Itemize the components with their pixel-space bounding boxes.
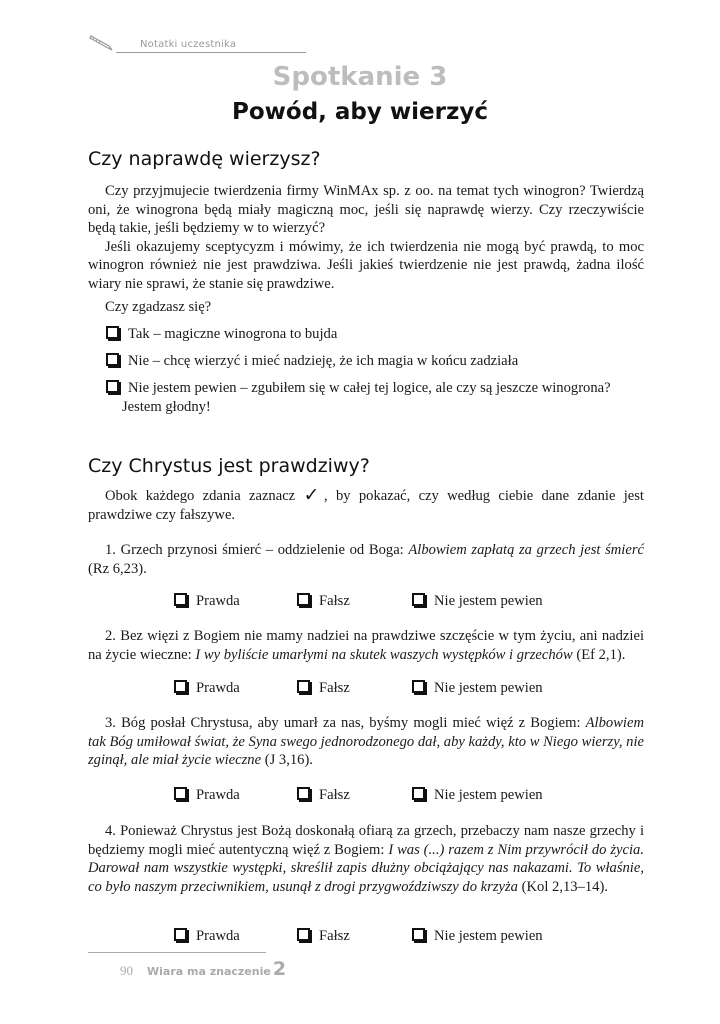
option-label: Tak – magiczne winogrona to bujda [128, 326, 338, 342]
checkbox-icon[interactable] [174, 680, 187, 693]
checkbox-icon[interactable] [412, 928, 425, 941]
statement-ref: (Rz 6,23). [88, 560, 147, 577]
page-title: Powód, aby wierzyć [232, 99, 488, 125]
answer-label: Prawda [196, 928, 240, 944]
checkbox-icon[interactable] [106, 380, 119, 393]
option-label: Nie jestem pewien – zgubiłem się w całej tej logice, ale czy są jeszcze winogrona? [128, 380, 611, 396]
checkbox-icon[interactable] [106, 353, 119, 366]
statement-quote: Albowiem tak Bóg umiłował świat, że Syna swego jednorodzonego dał, aby każdy, kto w Niego wierzy, nie zginął, ale miał życie wieczne [88, 715, 645, 768]
statement-2 [88, 627, 644, 664]
pencil-icon [88, 34, 116, 52]
checkbox-icon[interactable] [106, 326, 119, 339]
section1-question: Czy zgadzasz się? [105, 299, 212, 315]
statement-text: 3. Bóg posłał Chrystusa, aby umarł za nas, byśmy mogli mieć więź z Bogiem: [105, 715, 586, 731]
intro-text-end: , by pokazać, czy według ciebie dane zdanie jest prawdziwe czy fałszywe. [88, 488, 644, 523]
statement-quote: Albowiem zapłatą za grzech jest śmierć [408, 542, 644, 558]
answer-false[interactable] [297, 927, 350, 945]
answer-label: Prawda [196, 787, 240, 803]
answer-label: Nie jestem pewien [434, 787, 543, 803]
answer-true[interactable] [174, 592, 240, 610]
answer-true[interactable] [174, 927, 240, 945]
checkbox-icon[interactable] [412, 593, 425, 606]
answer-label: Prawda [196, 593, 240, 609]
statement-3 [88, 714, 644, 770]
checkbox-icon[interactable] [297, 680, 310, 693]
option-row[interactable] [106, 379, 646, 416]
statement-4 [88, 822, 644, 896]
checkmark-icon: ✓ [303, 484, 325, 506]
section2-intro [88, 486, 644, 524]
answer-false[interactable] [297, 786, 350, 804]
checkbox-icon[interactable] [174, 593, 187, 606]
checkbox-icon[interactable] [297, 928, 310, 941]
section1-para2: Jeśli okazujemy sceptycyzm i mówimy, że ich twierdzenia nie mogą być prawdą, to moc winogron również nie jest prawdziwa. Jeśli jakieś twierdzenie nie jest prawdą, żadna ilość wiary nie sprawi, że stanie się prawdziwe. [88, 238, 644, 292]
checkbox-icon[interactable] [174, 928, 187, 941]
statement-quote: I wy byliście umarłymi na skutek waszych występków i grzechów [195, 646, 573, 663]
volume-number: 2 [272, 958, 287, 980]
checkbox-icon[interactable] [412, 787, 425, 800]
statement-text: 4. Ponieważ Chrystus jest Bożą doskonałą ofiarą za grzech, przebaczy nam nasze grzechy i będziemy mogli mieć autentyczną więź z Bogiem: [88, 823, 644, 858]
page-header [88, 34, 288, 56]
page-footer [120, 958, 286, 980]
answer-true[interactable] [174, 786, 240, 804]
header-label: Notatki uczestnika [140, 39, 237, 50]
statement-1 [88, 541, 644, 578]
checkbox-icon[interactable] [297, 593, 310, 606]
section1-heading: Czy naprawdę wierzysz? [88, 148, 321, 170]
answer-unsure[interactable] [412, 786, 543, 804]
statement-ref: (Ef 2,1). [572, 646, 626, 663]
answer-label: Nie jestem pewien [434, 593, 543, 609]
statement-ref: (J 3,16). [261, 752, 313, 768]
statement-ref: (Kol 2,13–14). [517, 878, 608, 895]
header-rule [116, 52, 306, 53]
checkbox-icon[interactable] [412, 680, 425, 693]
statement-quote: I was (...) razem z Nim przywrócił do życia. Darował nam wszystkie występki, skreślił zapis dłużny obciążający nas nakazami. To właśnie, co było naszym przeciwnikiem, usunął z drogi przygwoździwszy do krzyża [88, 841, 644, 895]
statement-text: 1. Grzech przynosi śmierć – oddzielenie od Boga: [105, 542, 409, 558]
answer-false[interactable] [297, 592, 350, 610]
answer-label: Prawda [196, 680, 240, 696]
answer-unsure[interactable] [412, 927, 543, 945]
section2-heading: Czy Chrystus jest prawdziwy? [88, 455, 370, 477]
book-title: Wiara ma znaczenie [147, 965, 271, 978]
section1-body [88, 182, 644, 293]
option-row[interactable] [106, 325, 646, 344]
intro-text: Obok każdego zdania zaznacz [105, 488, 296, 504]
page-number: 90 [120, 963, 133, 978]
statement-text: 2. Bez więzi z Bogiem nie mamy nadziei na prawdziwe szczęście w tym życiu, ani nadziei na życie wieczne: [88, 628, 644, 663]
checkbox-icon[interactable] [297, 787, 310, 800]
answer-label: Fałsz [319, 680, 350, 696]
answer-false[interactable] [297, 679, 350, 697]
answer-label: Nie jestem pewien [434, 680, 543, 696]
option-row[interactable] [106, 352, 646, 371]
checkbox-icon[interactable] [174, 787, 187, 800]
section1-question-wrap [88, 298, 644, 317]
answer-label: Fałsz [319, 593, 350, 609]
answer-label: Fałsz [319, 787, 350, 803]
meeting-number: Spotkanie 3 [272, 62, 448, 92]
answer-unsure[interactable] [412, 592, 543, 610]
option-label-continued: Jestem głodny! [122, 398, 211, 415]
footer-rule [88, 952, 266, 953]
section1-para1: Czy przyjmujecie twierdzenia firmy WinMAx sp. z oo. na temat tych winogron? Twierdzą oni, że winogrona będą miały magiczną moc, jeśli się naprawdę wierzy. Czy rzeczywiście będą takie, jeśli będziemy w to wierzyć? [88, 183, 644, 236]
answer-label: Nie jestem pewien [434, 928, 543, 944]
answer-label: Fałsz [319, 928, 350, 944]
option-label: Nie – chcę wierzyć i mieć nadzieję, że ich magia w końcu zadziała [128, 353, 519, 369]
answer-unsure[interactable] [412, 679, 543, 697]
answer-true[interactable] [174, 679, 240, 697]
